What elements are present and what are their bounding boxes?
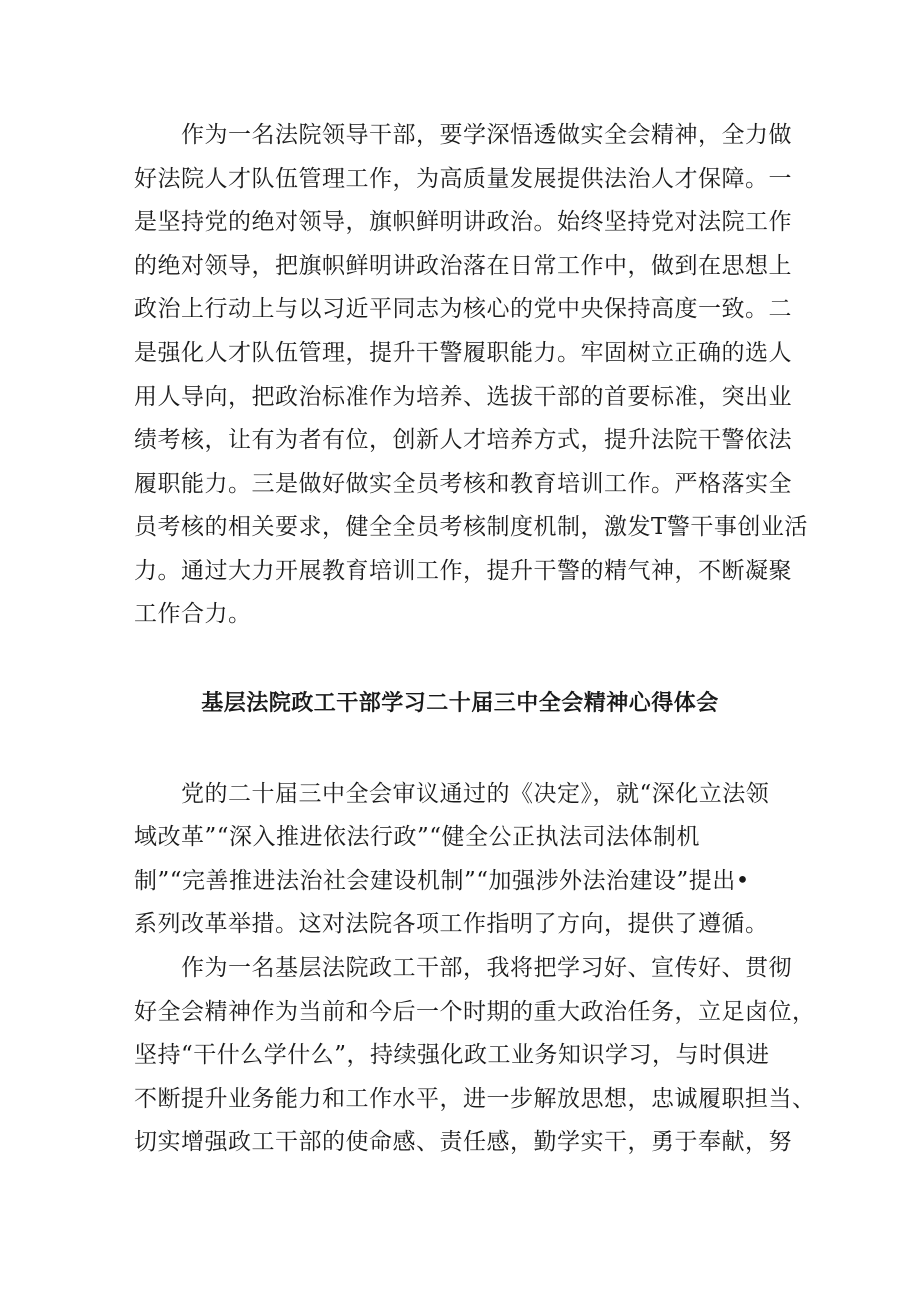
paragraph-line: 切实增强政工干部的使命感、责任感，勤学实干，勇于奉献，努	[134, 1129, 792, 1155]
paragraph-line: 制”“完善推进法治社会建设机制”“加强涉外法治建设”提出•	[134, 868, 750, 894]
paragraph-line: 作为一名法院领导干部，要学深悟透做实全会精神，全力做	[134, 122, 792, 148]
paragraph-line: 域改革”“深入推进依法行政”“健全公正执法司法体制机	[134, 824, 701, 850]
paragraph-line: 用人导向，把政治标准作为培养、选拔干部的首要标准，突出业	[134, 384, 792, 410]
article-title: 基层法院政工干部学习二十届三中全会精神心得体会	[201, 690, 719, 716]
paragraph-line: 坚持“干什么学什么”，持续强化政工业务知识学习，与时俱进	[134, 1042, 770, 1068]
paragraph-line: 是坚持党的绝对领导，旗帜鲜明讲政治。始终坚持党对法院工作	[134, 209, 792, 235]
paragraph-line: 绩考核，让有为者有位，创新人才培养方式，提升法院干警依法	[134, 427, 792, 453]
paragraph-line: 好全会精神作为当前和今后一个时期的重大政治任务，立足卤位，	[134, 999, 816, 1025]
paragraph-line: 作为一名基层法院政工干部，我将把学习好、宣传好、贯彻	[134, 955, 792, 981]
paragraph-line: 好法院人才队伍管理工作，为高质量发展提供法治人才保障。一	[134, 166, 792, 192]
paragraph-line: 系列改革举措。这对法院各项工作指明了方向，提供了遵循。	[134, 911, 769, 937]
paragraph-line: 员考核的相关要求，健全全员考核制度机制，激发T警干事创业活	[134, 514, 808, 540]
paragraph-line: 不断提升业务能力和工作水平，进一步解放思想，忠诚履职担当、	[134, 1086, 816, 1112]
paragraph-line: 工作合力。	[134, 601, 252, 627]
paragraph-line: 力。通过大力开展教育培训工作，提升干警的精气神，不断凝聚	[134, 558, 792, 584]
paragraph-line: 政治上行动上与以习近平同志为核心的党中央保持高度一致。二	[134, 296, 792, 322]
paragraph-line: 的绝对领导，把旗帜鲜明讲政治落在日常工作中，做到在思想上	[134, 253, 792, 279]
paragraph-line: 党的二十届三中全会审议通过的《决定》，就“深化立法领	[134, 781, 770, 807]
paragraph-line: 是强化人才队伍管理，提升干警履职能力。牢固树立正确的选人	[134, 340, 792, 366]
paragraph-line: 履职能力。三是做好做实全员考核和教育培训工作。严格落实全	[134, 471, 792, 497]
